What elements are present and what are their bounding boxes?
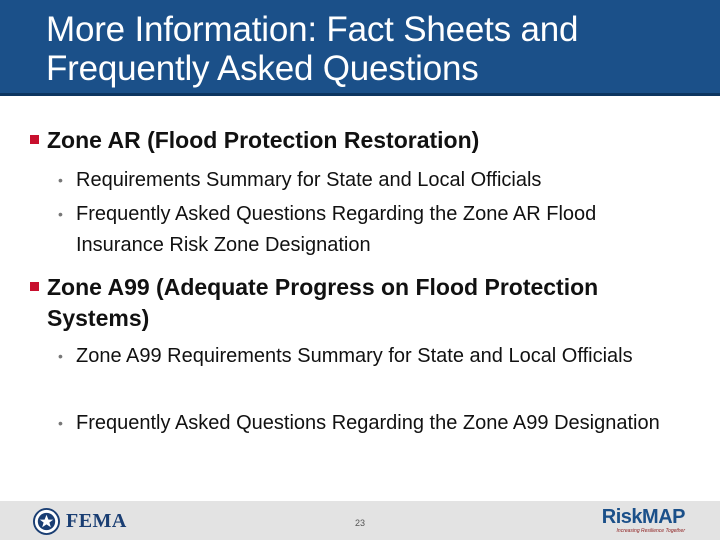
section-heading-text: Zone AR (Flood Protection Restoration) — [47, 127, 480, 153]
bullet-dot-icon: • — [58, 348, 63, 364]
riskmap-map-text: MAP — [642, 506, 685, 528]
dhs-seal-icon — [33, 508, 60, 535]
bullet-text: Requirements Summary for State and Local Officials — [76, 169, 542, 191]
fema-logo — [33, 507, 127, 535]
slide-footer — [0, 501, 720, 540]
riskmap-risk-text: Risk — [601, 506, 643, 528]
square-bullet-icon — [30, 282, 39, 291]
page-number: 23 — [354, 518, 365, 528]
riskmap-tagline: Increasing Resilience Together — [616, 528, 685, 534]
riskmap-wordmark — [602, 506, 685, 528]
bullet-text: Zone A99 Requirements Summary for State and Local Officials — [76, 345, 633, 367]
bullet-item — [58, 408, 678, 439]
bullet-text: Frequently Asked Questions Regarding the Zone AR Flood Insurance Risk Zone Designation — [76, 203, 597, 256]
section-heading-text: Zone A99 (Adequate Progress on Flood Protection Systems) — [47, 274, 599, 331]
bullet-item — [58, 165, 678, 196]
bullet-dot-icon: • — [58, 172, 63, 188]
bullet-dot-icon: • — [58, 415, 63, 431]
slide-title-line-2: Frequently Asked Questions — [46, 49, 479, 88]
section-heading-zone-ar — [30, 125, 670, 156]
bullet-text: Frequently Asked Questions Regarding the Zone A99 Designation — [76, 412, 660, 434]
square-bullet-icon — [30, 135, 39, 144]
fema-wordmark: FEMA — [66, 510, 127, 532]
riskmap-logo — [601, 506, 685, 536]
bullet-item — [58, 341, 678, 372]
bullet-item — [58, 199, 678, 261]
section-heading-zone-a99 — [30, 272, 670, 334]
bullet-dot-icon: • — [58, 206, 63, 222]
slide-title-line-1: More Information: Fact Sheets and — [46, 10, 579, 49]
